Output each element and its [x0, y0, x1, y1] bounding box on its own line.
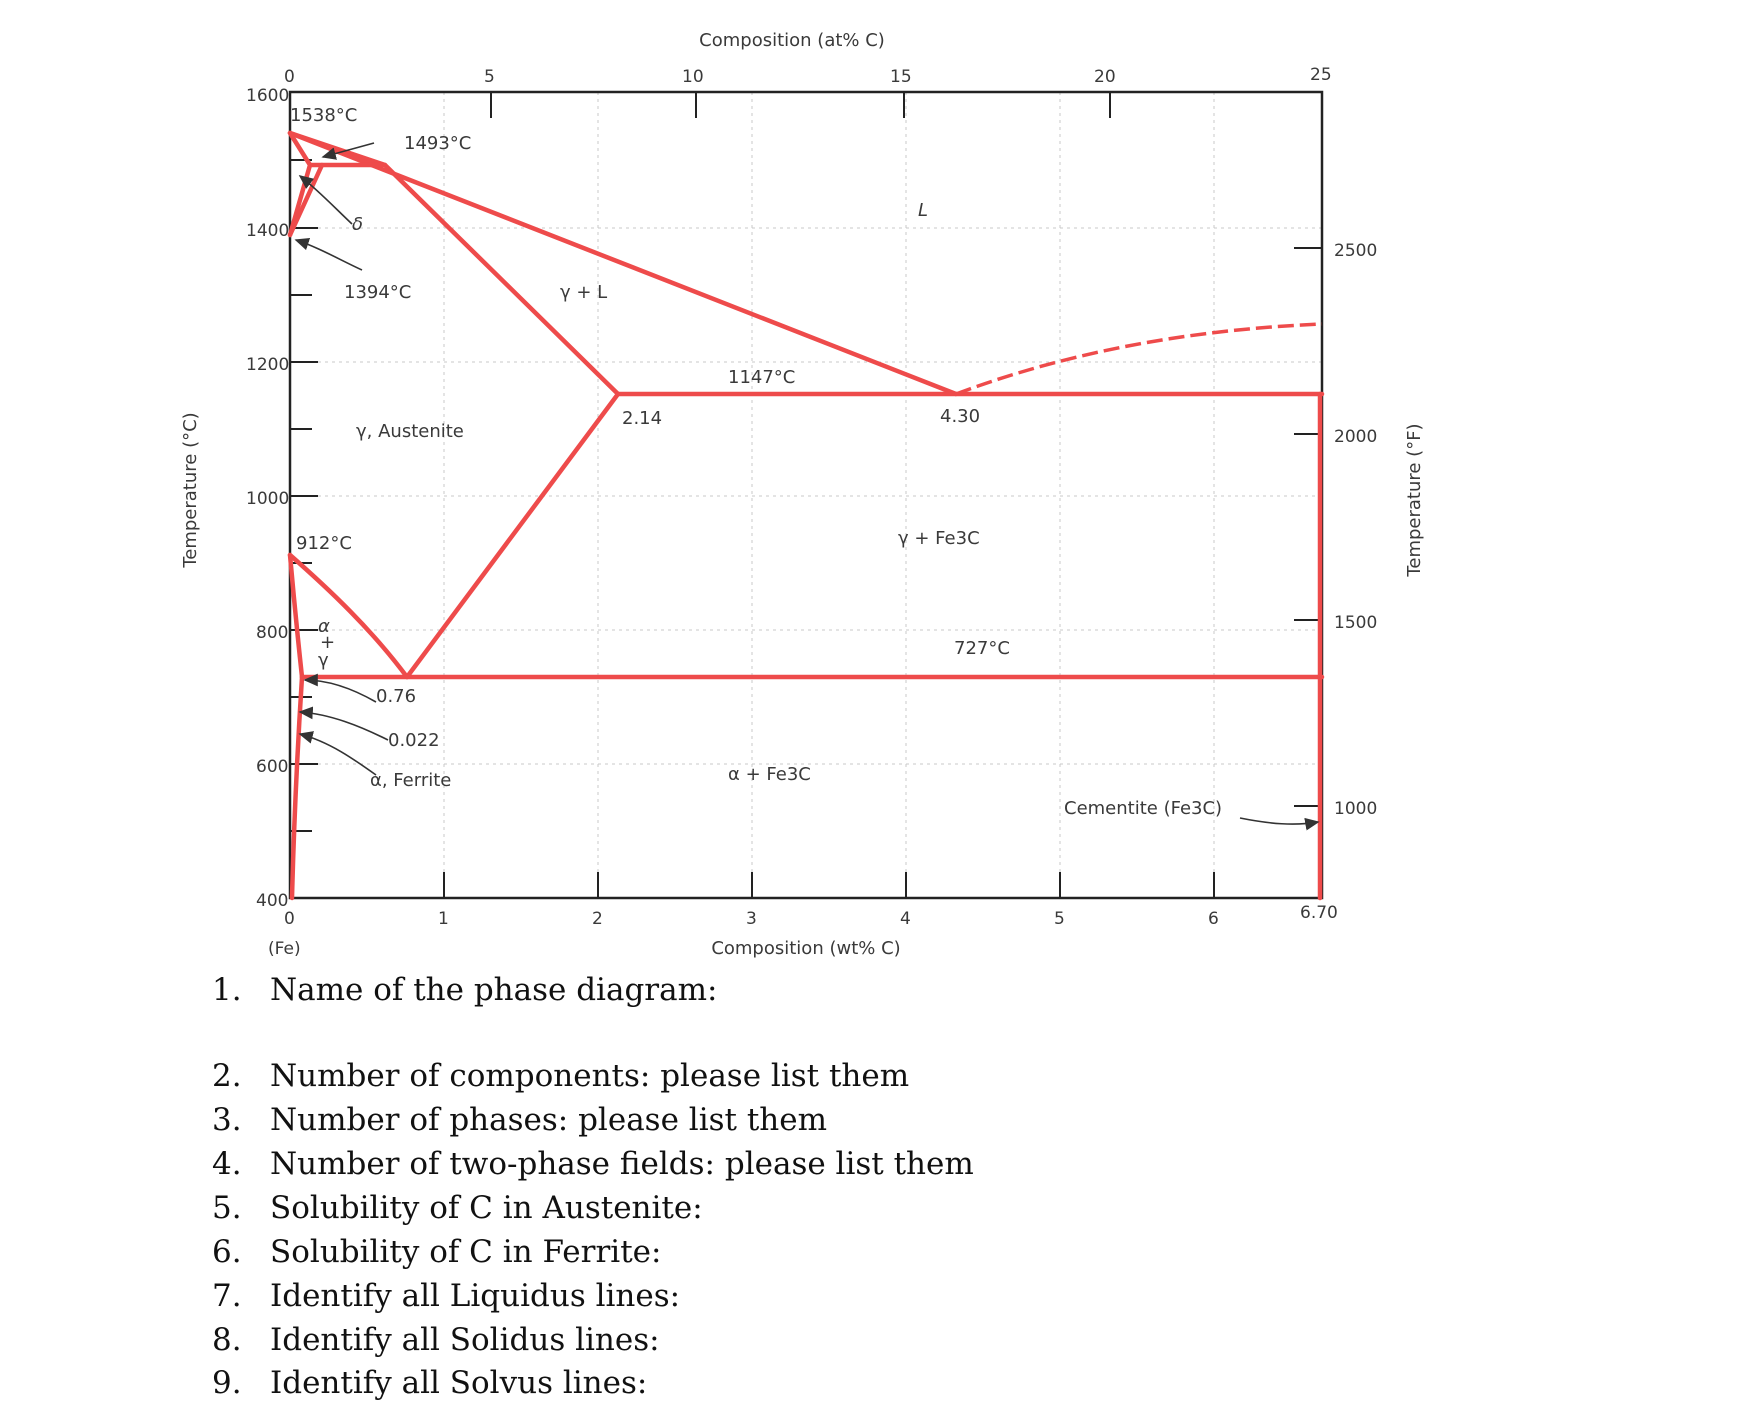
left-tick-label: 600	[256, 757, 289, 777]
right-tick-label: 1000	[1334, 799, 1378, 819]
label-alpha: α	[318, 616, 330, 637]
left-tick-label: 1200	[246, 355, 290, 375]
label-gamma-plus-liquid: γ + L	[560, 282, 608, 303]
question-text: Name of the phase diagram:	[270, 972, 718, 1008]
label-0-022: 0.022	[388, 730, 440, 751]
bottom-tick-label: 4	[900, 909, 911, 929]
bottom-tick-label: 5	[1054, 909, 1065, 929]
label-gamma: γ	[318, 650, 329, 671]
leader-arrows	[296, 143, 1318, 824]
label-alpha-plus-fe3c: α + Fe3C	[728, 764, 811, 785]
question-item: 4. Number of two-phase fields: please list them	[212, 1146, 974, 1182]
question-text: Identify all Solidus lines:	[270, 1322, 660, 1358]
bottom-tick-label: 6	[1208, 909, 1219, 929]
question-item: 7. Identify all Liquidus lines:	[212, 1278, 681, 1314]
ferrite-solvus-line	[292, 677, 302, 898]
top-tick-label: 10	[682, 67, 704, 87]
left-tick-label: 1000	[246, 489, 290, 509]
cementite-liquidus-dashed	[956, 324, 1322, 394]
question-text: Solubility of C in Austenite:	[270, 1190, 703, 1226]
label-0-76: 0.76	[376, 686, 417, 707]
label-cementite: Cementite (Fe3C)	[1064, 798, 1223, 819]
label-1394c: 1394°C	[344, 282, 412, 303]
label-912c: 912°C	[296, 533, 352, 554]
question-item: 8. Identify all Solidus lines:	[212, 1322, 660, 1358]
label-delta: δ	[352, 214, 364, 235]
delta-boundary	[290, 133, 310, 235]
solidus-line	[290, 133, 618, 394]
label-1538c: 1538°C	[290, 105, 358, 126]
top-tick-label: 5	[484, 67, 495, 87]
top-tick-label: 15	[890, 67, 912, 87]
bottom-axis-title: Composition (wt% C)	[711, 938, 901, 959]
question-item: 9. Identify all Solvus lines:	[212, 1365, 648, 1401]
label-plus: +	[320, 632, 336, 653]
question-text: Identify all Solvus lines:	[270, 1365, 648, 1401]
top-tick-label: 25	[1310, 65, 1332, 85]
right-tick-label: 2500	[1334, 241, 1378, 261]
question-item: 3. Number of phases: please list them	[212, 1102, 828, 1138]
top-axis-title: Composition (at% C)	[699, 30, 885, 51]
left-tick-label: 800	[256, 623, 289, 643]
bottom-tick-label: 2	[592, 909, 603, 929]
top-tick-label: 0	[284, 67, 295, 87]
right-tick-label: 1500	[1334, 613, 1378, 633]
question-text: Identify all Liquidus lines:	[270, 1278, 681, 1314]
question-text: Solubility of C in Ferrite:	[270, 1234, 662, 1270]
label-gamma-plus-fe3c: γ + Fe3C	[898, 528, 980, 549]
bottom-tick-label: 3	[746, 909, 757, 929]
top-tick-label: 20	[1094, 67, 1116, 87]
bottom-tick-label: 0	[284, 909, 295, 929]
question-text: Number of two-phase fields: please list them	[270, 1146, 974, 1182]
question-item: 2. Number of components: please list them	[212, 1058, 910, 1094]
bottom-tick-label: 1	[438, 909, 449, 929]
liquidus-line	[290, 133, 956, 394]
question-text: Number of components: please list them	[270, 1058, 910, 1094]
bottom-tick-label: 6.70	[1300, 903, 1338, 923]
label-liquid: L	[918, 200, 929, 221]
alpha-gamma-lower-boundary	[290, 555, 302, 677]
top-ticks	[491, 92, 1110, 118]
right-tick-label: 2000	[1334, 427, 1378, 447]
question-item: 6. Solubility of C in Ferrite:	[212, 1234, 662, 1270]
right-axis-title: Temperature (°F)	[1404, 423, 1425, 577]
label-austenite: γ, Austenite	[356, 421, 464, 442]
bottom-ticks	[444, 872, 1214, 898]
left-axis-title: Temperature (°C)	[180, 412, 201, 568]
label-ferrite: α, Ferrite	[370, 770, 452, 791]
question-item: 1. Name of the phase diagram:	[212, 972, 718, 1008]
left-tick-label: 1400	[246, 221, 290, 241]
question-text: Number of phases: please list them	[270, 1102, 828, 1138]
label-727c: 727°C	[954, 638, 1010, 659]
fe-end-label: (Fe)	[268, 939, 301, 959]
a3-line	[290, 555, 407, 677]
label-1493c: 1493°C	[404, 133, 472, 154]
label-2-14: 2.14	[622, 408, 663, 429]
left-tick-label: 1600	[246, 86, 290, 106]
left-ticks	[290, 160, 318, 831]
label-1147c: 1147°C	[728, 367, 796, 388]
label-4-30: 4.30	[940, 406, 981, 427]
question-item: 5. Solubility of C in Austenite:	[212, 1190, 703, 1226]
left-tick-label: 400	[256, 891, 289, 911]
